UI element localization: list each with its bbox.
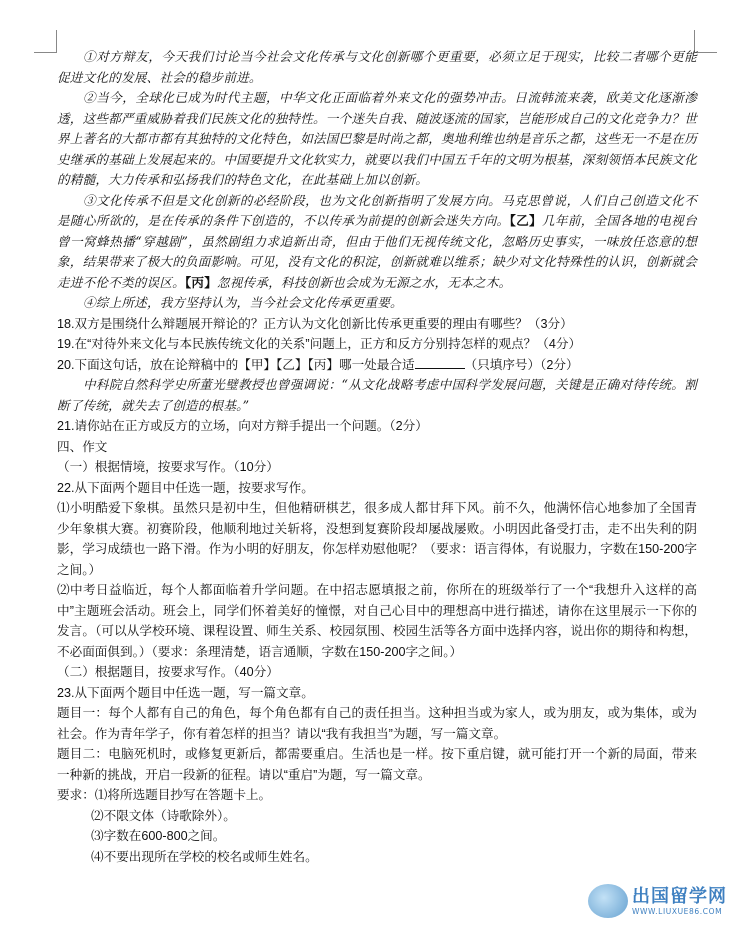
question-23: 23.从下面两个题目中任选一题，写一篇文章。 (57, 685, 314, 700)
requirement-2: ⑵不限文体（诗歌除外）。 (91, 808, 236, 823)
page-corner-mark-left (34, 30, 57, 53)
question-20-text: 20.下面这句话，放在论辩稿中的【甲】【乙】【丙】哪一处最合适 (57, 357, 415, 372)
passage-p3-text-a: ③文化传承不但是文化创新的必经阶段，也为文化创新指明了发展方向。马克思曾说，人们自己创造文化不是随心所欲的，是在传承的条件下创造的，不以传承为前提的创新会迷失方向。 (57, 192, 697, 228)
section-heading-writing: 四、作文 (57, 439, 108, 454)
question-18: 18.双方是围绕什么辩题展开辩论的？正方认为文化创新比传承更重要的理由有哪些？（3分） (57, 316, 573, 331)
writing-part-1: （一）根据情境，按要求写作。（10分） (57, 460, 279, 474)
requirement-4: ⑷不要出现所在学校的校名或师生姓名。 (91, 849, 318, 864)
passage-paragraph-3 (57, 191, 697, 294)
passage-p3-text-b: 几年前，全国各地的电视台曾一窝蜂热播“穿越剧”，虽然剧组力求追新出奇，但由于他们无视传统文化，忽略历史事实，一味放任恣意的想象，结果带来了极大的负面影响。可见，没有文化的积淀，创新就难以维系；缺少对文化特殊性的认识，创新就会走进不伦不类的误区。 (57, 213, 698, 290)
requirement-1: 要求：⑴将所选题目抄写在答题卡上。 (57, 788, 272, 802)
passage-paragraph-4: ④综上所述，我方坚持认为，当今社会文化传承更重要。 (83, 295, 403, 310)
passage-paragraph-1: ①对方辩友，今天我们讨论当今社会文化传承与文化创新哪个更重要，必须立足于现实，比较二者哪个更能促进文化的发展、社会的稳步前进。 (57, 49, 697, 85)
watermark-url: WWW.LIUXUE86.COM (632, 906, 723, 916)
marker-bing: 【丙】 (184, 274, 218, 290)
topic-1: 题目一：每个人都有自己的角色，每个角色都有自己的责任担当。这种担当或为家人，或为朋友，或为集体，或为社会。作为青年学子，你有着怎样的担当？请以“我有我担当”为题，写一篇文章。 (57, 706, 697, 741)
document-page (57, 47, 697, 867)
passage-p3-text-c: 忽视传承，科技创新也会成为无源之水，无本之木。 (217, 274, 512, 290)
requirement-3: ⑶字数在600-800之间。 (91, 829, 226, 843)
page-corner-mark-right (694, 30, 717, 53)
question-22-option-2: ⑵中考日益临近，每个人都面临着升学问题。在中招志愿填报之前，你所在的班级举行了一个“我想升入这样的高中”主题班会活动。班会上，同学们怀着美好的憧憬，对自己心目中的理想高中进行描述，请你在这里展示一下你的发言。（可以从学校环境、课程设置、师生关系、校园氛围、校园生活等各方面中选择内容，说出你的期待和构想，不必面面俱到。）（要求：条理清楚，语言通顺，字数在150-200字之间。） (57, 583, 697, 659)
answer-blank (415, 356, 465, 369)
question-20-quote: 中科院自然科学史所董光璧教授也曾强调说：“从文化战略考虑中国科学发展问题，关键是正确对待传统。割断了传统，就失去了创造的根基。” (57, 377, 697, 413)
watermark (588, 882, 746, 920)
question-20 (57, 355, 697, 376)
question-22: 22.从下面两个题目中任选一题，按要求写作。 (57, 480, 314, 495)
writing-part-2: （二）根据题目，按要求写作。（40分） (57, 665, 279, 679)
globe-logo-icon (588, 884, 628, 918)
marker-yi: 【乙】 (509, 213, 542, 228)
topic-2: 题目二：电脑死机时，或修复更新后，都需要重启。生活也是一样。按下重启键，就可能打开一个新的局面，带来一种新的挑战，开启一段新的征程。请以“重启”为题，写一篇文章。 (57, 747, 697, 782)
passage-paragraph-2: ②当今，全球化已成为时代主题，中华文化正面临着外来文化的强势冲击。日流韩流来袭，欧美文化逐渐渗透，这些都严重威胁着我们民族文化的独特性。一个迷失自我、随波逐流的国家，岂能形成自己的文化竞争力？世界上著名的大都市都有其独特的文化特色，如法国巴黎是时尚之都，奥地利维也纳是音乐之都，这些无一不是在历史继承的基础上发展起来的。中国要提升文化软实力，就要以我们中国五千年的文明为根基，深刻领悟本民族文化的精髓，大力传承和弘扬我们的特色文化，在此基础上加以创新。 (57, 90, 697, 187)
question-20-note: （只填序号）（2分） (464, 357, 579, 372)
watermark-name: 出国留学网 (632, 885, 727, 907)
question-19: 19.在“对待外来文化与本民族传统文化的关系”问题上，正方和反方分别持怎样的观点？（4分） (57, 337, 582, 351)
question-21: 21.请你站在正方或反方的立场，向对方辩手提出一个问题。（2分） (57, 419, 428, 433)
question-22-option-1: ⑴小明酷爱下象棋。虽然只是初中生，但他精研棋艺，很多成人都甘拜下风。前不久，他满怀信心地参加了全国青少年象棋大赛。初赛阶段，他顺利地过关斩将，没想到复赛阶段却屡战屡败。小明因此备受打击，走不出失利的阴影，学习成绩也一路下滑。作为小明的好朋友，你怎样劝慰他呢？（要求：语言得体，有说服力，字数在150-200字之间。） (57, 501, 697, 577)
